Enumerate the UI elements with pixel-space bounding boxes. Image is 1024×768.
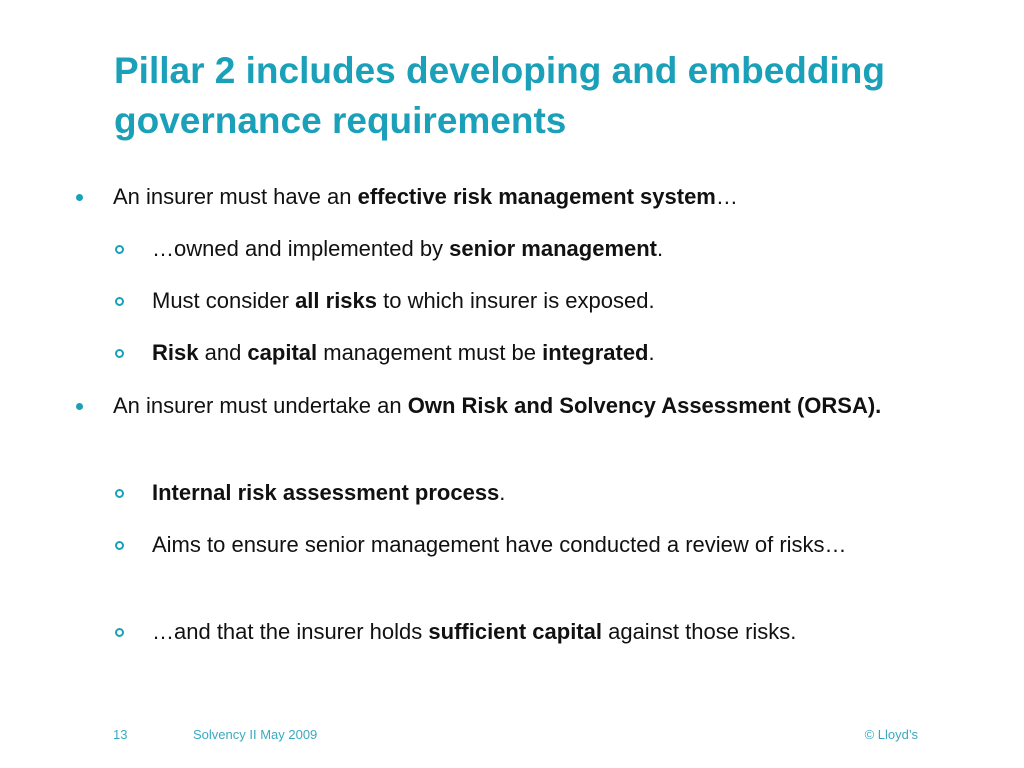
- bullet-emphasis: Internal risk assessment process: [152, 480, 500, 505]
- bullet-text: Aims to ensure senior management have conducted a review of risks…: [152, 532, 847, 557]
- sub-bullet-all-risks: [152, 284, 952, 318]
- sub-bullet-ring-icon: [115, 349, 124, 358]
- bullet-text: to which insurer is exposed.: [377, 288, 655, 313]
- sub-bullet-internal-risk-assessment: [152, 476, 952, 510]
- bullet-text: .: [657, 236, 664, 261]
- bullet-emphasis: sufficient capital: [428, 619, 602, 644]
- bullet-text: …owned and implemented by: [152, 236, 450, 261]
- bullet-text: and: [198, 340, 248, 365]
- bullet-dot-icon: [76, 403, 83, 410]
- sub-bullet-ring-icon: [115, 245, 124, 254]
- bullet-orsa: [113, 389, 913, 423]
- bullet-text: Must consider: [152, 288, 296, 313]
- bullet-text: An insurer must have an: [113, 184, 358, 209]
- sub-bullet-ring-icon: [115, 489, 124, 498]
- sub-bullet-ring-icon: [115, 541, 124, 550]
- bullet-text: management must be: [317, 340, 543, 365]
- bullet-text: against those risks.: [601, 619, 797, 644]
- sub-bullet-ring-icon: [115, 297, 124, 306]
- footer-copyright: © Lloyd’s: [864, 727, 918, 742]
- bullet-emphasis: effective risk management system: [357, 184, 716, 209]
- bullet-text: …and that the insurer holds: [152, 619, 429, 644]
- bullet-text: .: [648, 340, 655, 365]
- sub-bullet-senior-management: [152, 232, 952, 266]
- bullet-emphasis: integrated: [542, 340, 649, 365]
- sub-bullet-review-of-risks: [152, 528, 892, 562]
- bullet-risk-management-system: [113, 180, 953, 214]
- sub-bullet-ring-icon: [115, 628, 124, 637]
- bullet-emphasis: all risks: [295, 288, 378, 313]
- bullet-emphasis: capital: [247, 340, 318, 365]
- bullet-dot-icon: [76, 194, 83, 201]
- bullet-emphasis: Own Risk and Solvency Assessment (ORSA).: [407, 393, 882, 418]
- slide-title: Pillar 2 includes developing and embedding governance requirements: [114, 50, 885, 141]
- footer-page-number: 13: [113, 727, 128, 742]
- sub-bullet-integrated: [152, 336, 952, 370]
- bullet-text: .: [499, 480, 506, 505]
- bullet-emphasis: senior management: [449, 236, 658, 261]
- bullet-emphasis: Risk: [152, 340, 199, 365]
- bullet-text: …: [715, 184, 738, 209]
- sub-bullet-sufficient-capital: [152, 615, 952, 649]
- bullet-text: An insurer must undertake an: [113, 393, 408, 418]
- footer-presentation-info: Solvency II May 2009: [193, 727, 318, 742]
